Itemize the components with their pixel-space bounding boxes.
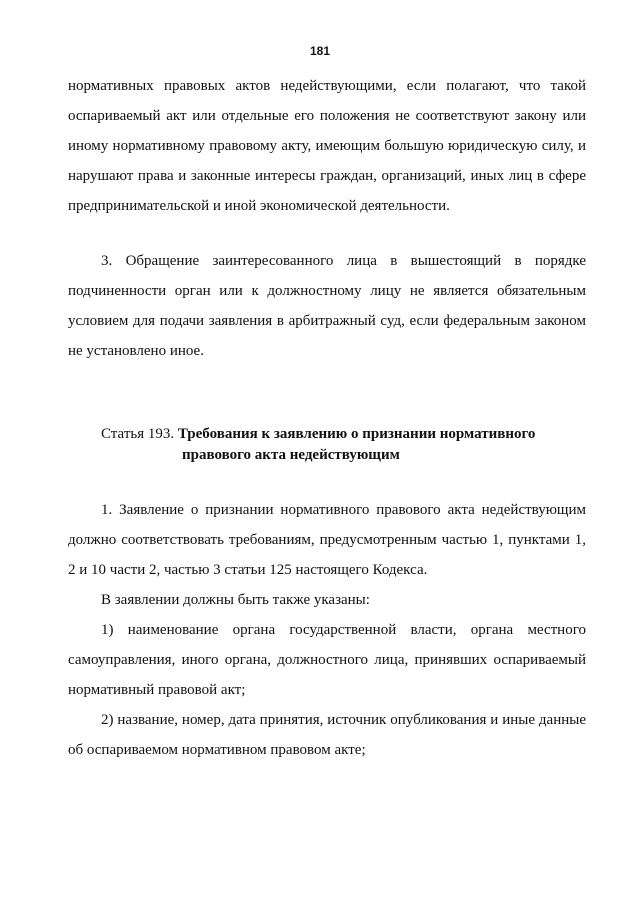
article-paragraph-2: В заявлении должны быть также указаны: xyxy=(101,592,370,608)
article-title-line1: Требования к заявлению о признании нормативного xyxy=(177,426,536,442)
article-body xyxy=(68,495,586,765)
paragraph-3-block xyxy=(68,246,586,366)
article-paragraph-3: 1) наименование органа государственной власти, органа местного самоуправления, иного органа, должностного лица, принявших оспариваемый нормативный правовой акт; xyxy=(68,622,586,698)
article-heading xyxy=(101,424,581,466)
continued-paragraph: нормативных правовых актов недействующими, если полагают, что такой оспариваемый акт или отдельные его положения не соответствуют закону или иному нормативному правовому акту, имеющим большую юридическую силу, и нарушают права и законные интересы граждан, организаций, иных лиц в сфере предпринимательской и иной экономической деятельности. xyxy=(68,78,586,214)
article-paragraph-4: 2) название, номер, дата принятия, источник опубликования и иные данные об оспариваемом нормативном правовом акте; xyxy=(68,712,586,758)
article-title-line2: правового акта недействующим xyxy=(182,447,400,463)
page-number: 181 xyxy=(309,44,331,58)
continued-paragraph-block xyxy=(68,71,586,221)
paragraph-3: 3. Обращение заинтересованного лица в вышестоящий в порядке подчиненности орган или к должностному лицу не является обязательным условием для подачи заявления в арбитражный суд, если федеральным законом не установлено иное. xyxy=(68,253,586,359)
article-number: Статья 193. xyxy=(101,426,175,442)
article-paragraph-1: 1. Заявление о признании нормативного правового акта недействующим должно соответствовать требованиям, предусмотренным частью 1, пунктами 1, 2 и 10 части 2, частью 3 статьи 125 настоящего Кодекса. xyxy=(68,502,586,578)
